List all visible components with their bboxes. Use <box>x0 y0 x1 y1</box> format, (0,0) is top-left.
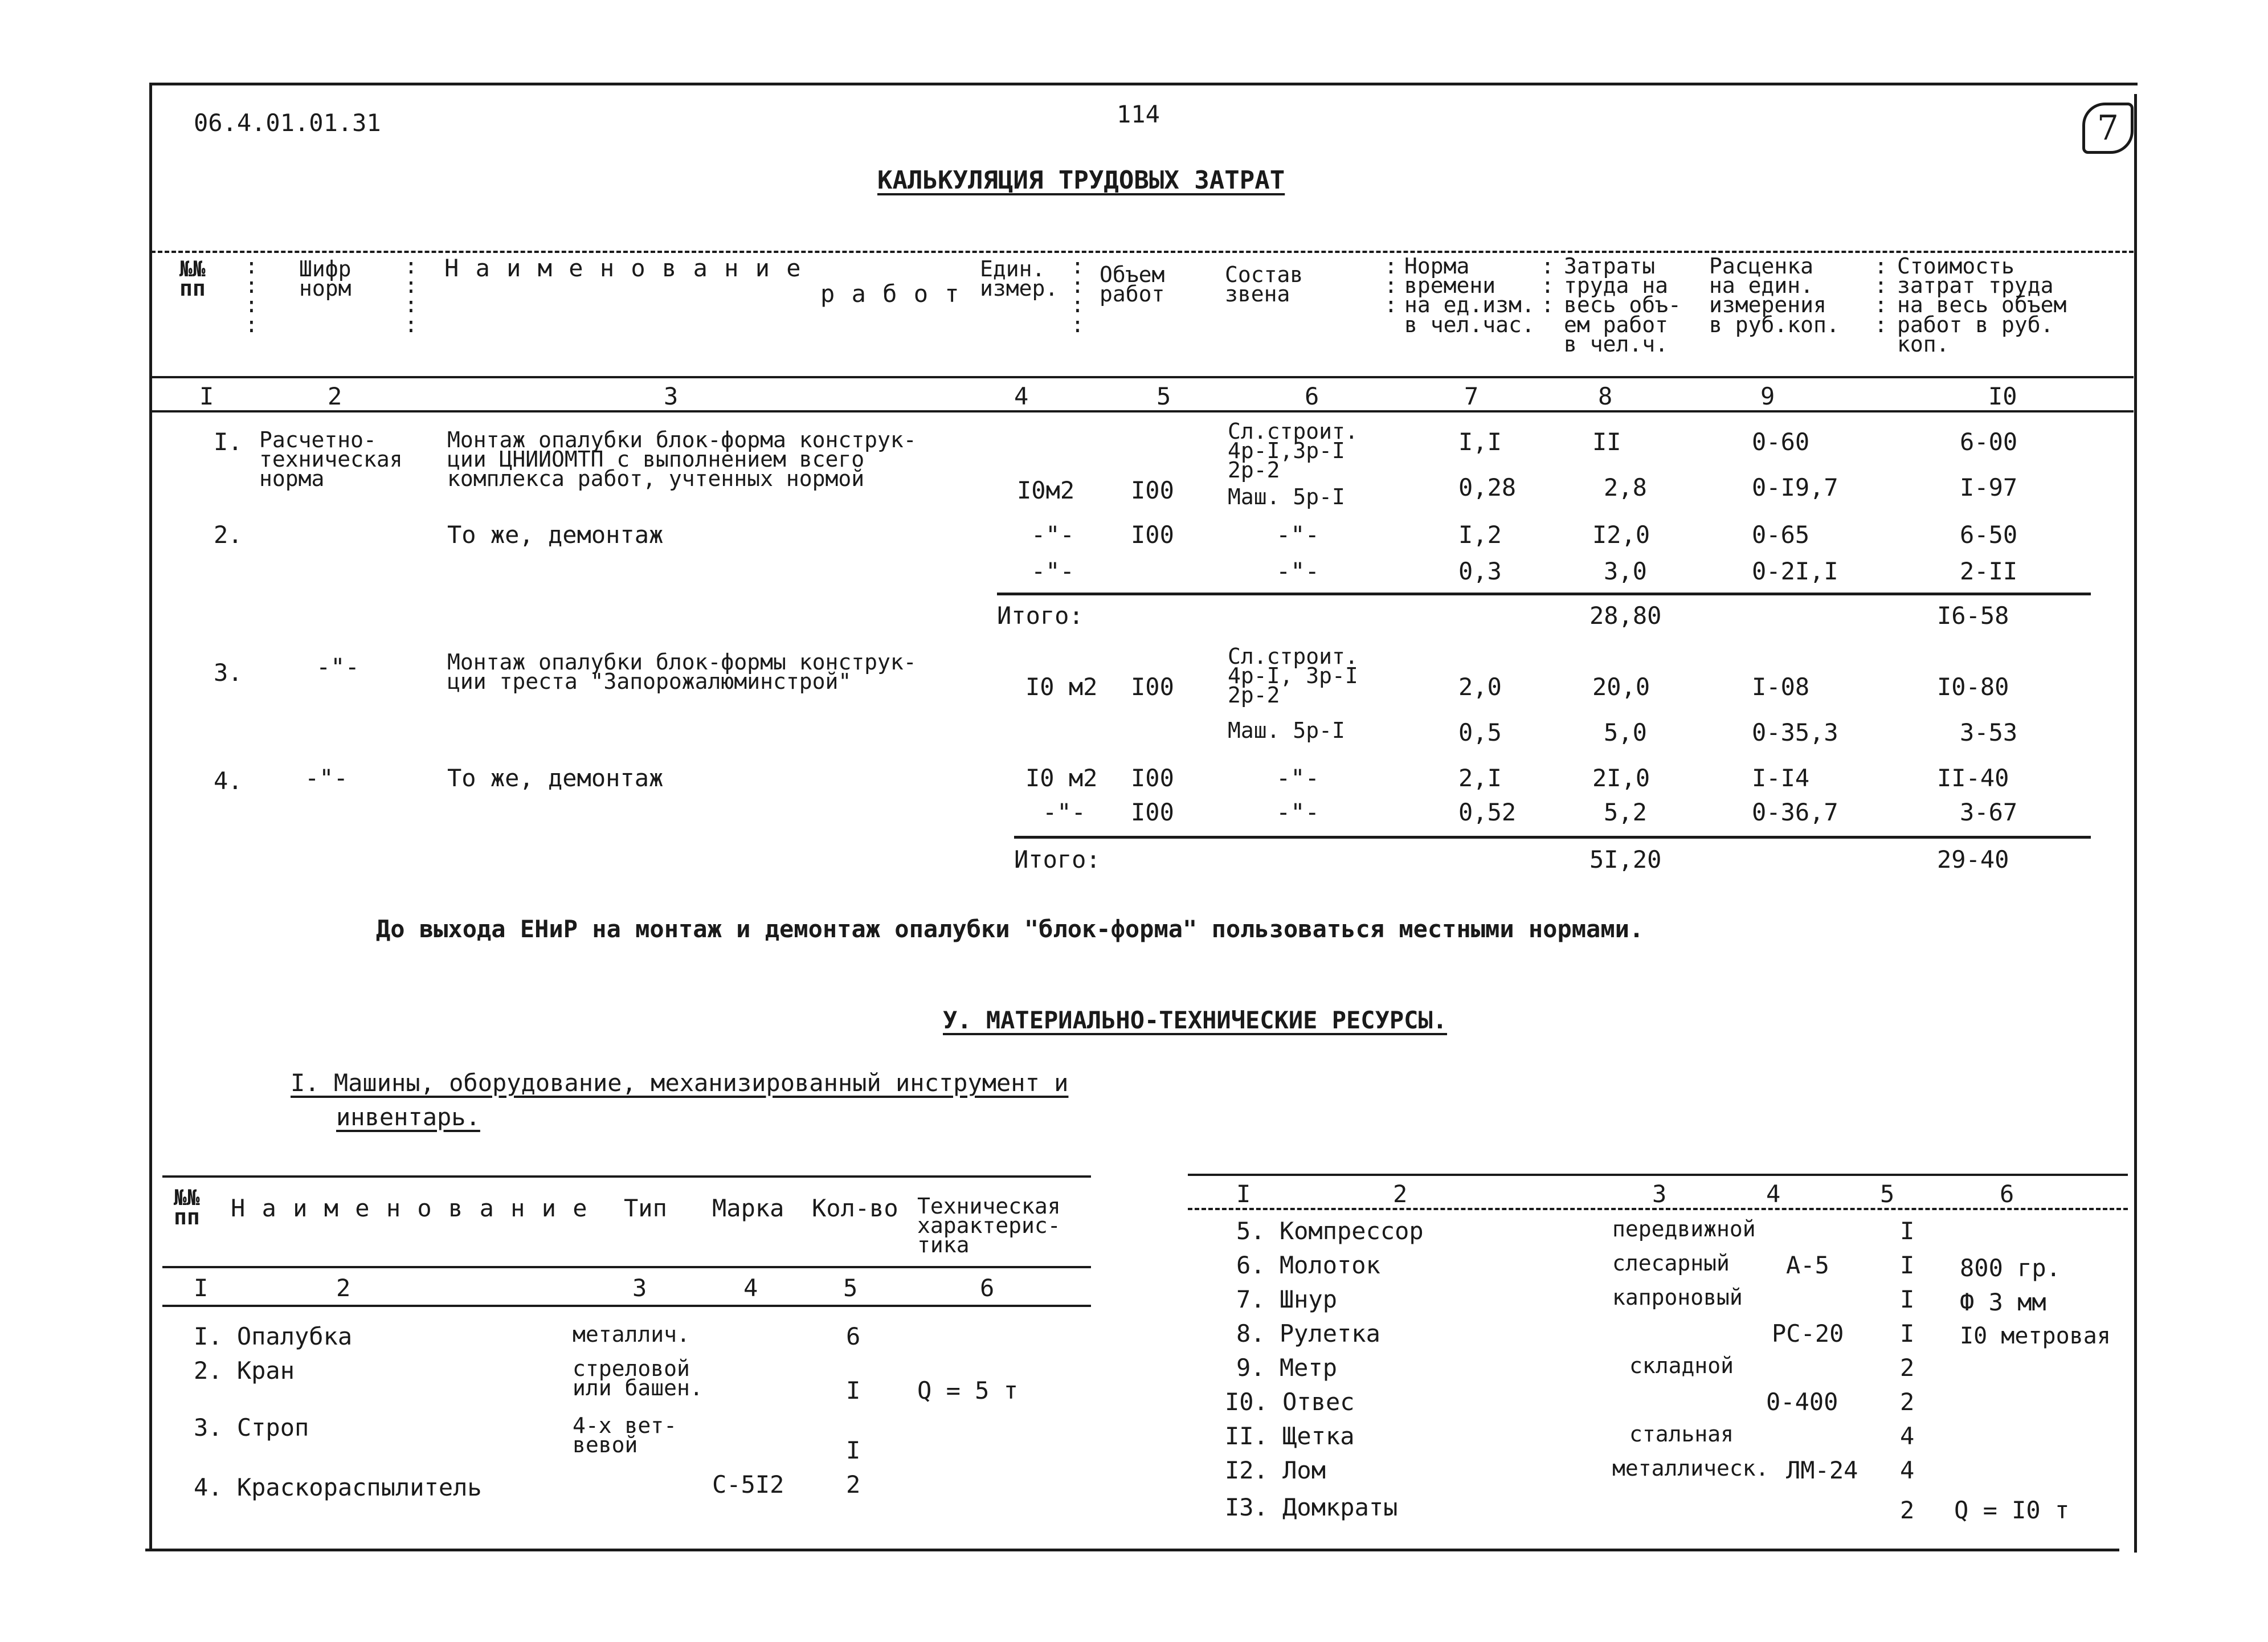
equip-right-row-name: II. Щетка <box>1225 1422 1355 1450</box>
equip-right-row-qty: 4 <box>1900 1456 1915 1484</box>
equip-row-name: I. Опалубка <box>194 1322 353 1350</box>
header-sep: : : : <box>1541 254 1554 318</box>
equip-colnum-2: 2 <box>336 1274 351 1302</box>
row1-rate-1: 0-60 <box>1752 428 1810 456</box>
row2-volume: I00 <box>1131 521 1174 549</box>
equip-right-row-type: стальная <box>1629 1422 1734 1447</box>
row3-rate-1: I-08 <box>1752 673 1810 701</box>
row4-crew-2: -"- <box>1276 798 1319 826</box>
sheet-mark-badge: 7 <box>2082 103 2134 154</box>
main-header-rate: Расценка на един. измерения в руб.коп. <box>1709 254 1840 337</box>
equip-row-name: 3. Строп <box>194 1414 309 1441</box>
main-colnum-10: I0 <box>1988 382 2017 410</box>
main-header-norm: Норма времени на ед.изм. в чел.час. <box>1404 254 1535 337</box>
main-header-cost: Стоимость затрат труда на весь объем работ в руб. коп. <box>1897 254 2067 357</box>
main-colnum-7: 7 <box>1464 382 1479 410</box>
frame-bottom <box>145 1549 2119 1551</box>
row1-code: Расчетно- техническая норма <box>259 427 403 492</box>
equip-colnum-3: 3 <box>632 1274 647 1302</box>
note-text: До выхода ЕНиР на монтаж и демонтаж опалубки "блок-форма" пользоваться местными нормами. <box>376 915 1644 943</box>
row3-cost-2: 3-53 <box>1960 718 2018 746</box>
row2-cost-2: 2-II <box>1960 557 2018 585</box>
main-colnum-4: 4 <box>1014 382 1029 410</box>
main-header-name-b: р а б о т <box>820 280 961 308</box>
equip-right-row-qty: I <box>1900 1320 1915 1347</box>
equip-right-row-spec: I0 метровая <box>1960 1323 2111 1349</box>
row1-crew-b: Маш. 5р-I <box>1228 484 1345 509</box>
equip-header-name: Н а и м е н о в а н и е <box>231 1194 589 1222</box>
row3-name: Монтаж опалубки блок-формы конструк- ции треста "Запорожалюминстрой" <box>447 650 917 695</box>
equip-right-row-qty: I <box>1900 1217 1915 1245</box>
row4-cost-1: II-40 <box>1937 764 2009 792</box>
equip-row-type: стреловой или башен. <box>573 1356 703 1401</box>
equip-header-qty: Кол-во <box>812 1194 898 1222</box>
row4-unit-1: I0 м2 <box>1025 764 1098 792</box>
equip-colnum-6: 6 <box>980 1274 995 1302</box>
row1-rate-2: 0-I9,7 <box>1752 473 1838 501</box>
frame-left <box>149 83 152 1550</box>
equip-left-colnum-bottom <box>162 1305 1091 1307</box>
equip-colnum-1: I <box>194 1274 209 1302</box>
row3-norm-1: 2,0 <box>1458 673 1502 701</box>
equip-colnum-4: 4 <box>743 1274 758 1302</box>
row4-name: То же, демонтаж <box>447 764 664 792</box>
total1-line <box>997 593 2091 595</box>
row2-rate-1: 0-65 <box>1752 521 1810 549</box>
row3-num: 3. <box>214 659 243 687</box>
row2-crew-2: -"- <box>1276 557 1319 585</box>
equip-right-row-name: I2. Лом <box>1225 1456 1326 1484</box>
header-sep: : : : : <box>1874 254 1887 337</box>
equip-right-row-mark: 0-400 <box>1766 1388 1838 1416</box>
total2-line <box>1014 836 2091 839</box>
frame-right <box>2134 94 2137 1553</box>
main-header-name-a: Н а и м е н о в а н и е <box>444 254 802 282</box>
header-sep: : : : <box>1384 254 1397 318</box>
total1-labor: 28,80 <box>1589 602 1662 630</box>
row4-norm-2: 0,52 <box>1458 798 1517 826</box>
main-header-volume: Объем работ <box>1100 262 1165 307</box>
row4-volume-1: I00 <box>1131 764 1174 792</box>
equip-right-colnum-5: 5 <box>1880 1180 1895 1208</box>
row3-labor-2: 5,0 <box>1604 718 1647 746</box>
total1-label: Итого: <box>997 602 1084 630</box>
main-colnum-2: 2 <box>328 382 342 410</box>
row1-name: Монтаж опалубки блок-форма конструк- ции ЦНИИОМТП с выполнением всего комплекса работ, учтенных нормой <box>447 427 917 492</box>
header-sep: : : : : <box>245 254 258 337</box>
equip-right-colnum-bottom <box>1188 1208 2128 1210</box>
row1-volume: I00 <box>1131 476 1174 504</box>
subsection-title-line1: I. Машины, оборудование, механизированный инструмент и <box>291 1069 1069 1097</box>
header-sep: : : : : <box>1071 254 1084 337</box>
equip-right-colnum-3: 3 <box>1652 1180 1667 1208</box>
row3-crew-a: Сл.строит. 4р-I, 3р-I 2р-2 <box>1228 644 1358 708</box>
row1-crew-a: Сл.строит. 4р-I,3р-I 2р-2 <box>1228 419 1358 483</box>
main-colnum-top-line <box>151 376 2134 378</box>
row2-name: То же, демонтаж <box>447 521 664 549</box>
total2-labor: 5I,20 <box>1589 845 1662 873</box>
calc-title: КАЛЬКУЛЯЦИЯ ТРУДОВЫХ ЗАТРАТ <box>877 166 1285 195</box>
main-colnum-6: 6 <box>1305 382 1319 410</box>
equip-right-row-type: слесарный <box>1612 1251 1730 1276</box>
equip-right-row-qty: 4 <box>1900 1422 1915 1450</box>
equip-right-row-mark: РС-20 <box>1772 1320 1844 1347</box>
equip-right-row-name: 6. Молоток <box>1236 1251 1380 1279</box>
equip-right-row-name: I0. Отвес <box>1225 1388 1355 1416</box>
row2-norm-1: I,2 <box>1458 521 1502 549</box>
row1-unit: I0м2 <box>1017 476 1075 504</box>
row3-norm-2: 0,5 <box>1458 718 1502 746</box>
total2-label: Итого: <box>1014 845 1101 873</box>
main-header-labor: Затраты труда на весь объ- ем работ в чел.ч. <box>1564 254 1681 357</box>
page-number: 114 <box>1117 100 1160 128</box>
equip-right-row-name: 5. Компрессор <box>1236 1217 1424 1245</box>
doc-code: 06.4.01.01.31 <box>194 109 381 137</box>
main-colnum-bottom-line <box>151 410 2134 412</box>
equip-row-qty: I <box>846 1376 861 1404</box>
row2-unit-2: -"- <box>1031 557 1074 585</box>
equip-right-row-name: I3. Домкраты <box>1225 1493 1398 1521</box>
main-colnum-1: I <box>199 382 214 410</box>
equip-header-mark: Марка <box>712 1194 784 1222</box>
row3-rate-2: 0-35,3 <box>1752 718 1838 746</box>
equip-row-qty: 6 <box>846 1322 861 1350</box>
row1-norm-2: 0,28 <box>1458 473 1517 501</box>
equip-left-top-line <box>162 1175 1091 1178</box>
equip-row-qty: I <box>846 1436 861 1464</box>
equip-right-top-line <box>1188 1174 2128 1176</box>
equip-right-row-spec: 800 гр. <box>1960 1254 2061 1282</box>
equip-colnum-5: 5 <box>843 1274 858 1302</box>
row4-crew-1: -"- <box>1276 764 1319 792</box>
row2-unit-1: -"- <box>1031 521 1074 549</box>
row4-unit-2: -"- <box>1043 798 1086 826</box>
row2-rate-2: 0-2I,I <box>1752 557 1838 585</box>
section-title: У. МАТЕРИАЛЬНО-ТЕХНИЧЕСКИЕ РЕСУРСЫ. <box>943 1006 1448 1034</box>
total1-cost: I6-58 <box>1937 602 2009 630</box>
row2-cost-1: 6-50 <box>1960 521 2018 549</box>
equip-row-name: 4. Краскораспылитель <box>194 1473 482 1501</box>
equip-right-row-qty: 2 <box>1900 1354 1915 1382</box>
equip-row-spec: Q = 5 т <box>917 1376 1019 1404</box>
main-header-code: Шифр норм <box>299 256 352 301</box>
main-table-top-line <box>151 251 2134 253</box>
row4-volume-2: I00 <box>1131 798 1174 826</box>
equip-right-row-name: 9. Метр <box>1236 1354 1338 1382</box>
equip-right-row-qty: 2 <box>1900 1388 1915 1416</box>
equip-row-type: 4-х вет- вевой <box>573 1413 677 1458</box>
row1-labor-1: II <box>1592 428 1621 456</box>
equip-row-mark: С-5I2 <box>712 1471 784 1498</box>
equip-right-colnum-6: 6 <box>2000 1180 2014 1208</box>
equip-right-row-qty: I <box>1900 1251 1915 1279</box>
row4-num: 4. <box>214 767 243 795</box>
row4-rate-2: 0-36,7 <box>1752 798 1838 826</box>
main-header-unit: Един. измер. <box>980 256 1059 301</box>
row3-crew-b: Маш. 5р-I <box>1228 718 1345 743</box>
row4-rate-1: I-I4 <box>1752 764 1810 792</box>
equip-left-colnum-top <box>162 1266 1091 1268</box>
equip-row-qty: 2 <box>846 1471 861 1498</box>
equip-right-row-type: капроновый <box>1612 1285 1743 1310</box>
row4-cost-2: 3-67 <box>1960 798 2018 826</box>
equip-header-type: Тип <box>624 1194 667 1222</box>
row3-cost-1: I0-80 <box>1937 673 2009 701</box>
row1-cost-1: 6-00 <box>1960 428 2018 456</box>
equip-right-row-mark: ЛМ-24 <box>1786 1456 1858 1484</box>
row4-norm-1: 2,I <box>1458 764 1502 792</box>
row3-unit: I0 м2 <box>1025 673 1098 701</box>
equip-right-row-type: металлическ. <box>1612 1456 1769 1481</box>
equip-right-row-type: передвижной <box>1612 1216 1756 1241</box>
row4-labor-2: 5,2 <box>1604 798 1647 826</box>
row1-num: I. <box>214 428 243 456</box>
row1-labor-2: 2,8 <box>1604 473 1647 501</box>
total2-cost: 29-40 <box>1937 845 2009 873</box>
equip-right-row-name: 8. Рулетка <box>1236 1320 1380 1347</box>
equip-row-name: 2. Кран <box>194 1357 295 1384</box>
row4-labor-1: 2I,0 <box>1592 764 1650 792</box>
equip-right-row-qty: I <box>1900 1285 1915 1313</box>
main-colnum-5: 5 <box>1157 382 1171 410</box>
header-sep: : : : : <box>404 254 418 337</box>
row2-labor-1: I2,0 <box>1592 521 1650 549</box>
equip-right-colnum-4: 4 <box>1766 1180 1781 1208</box>
row3-volume: I00 <box>1131 673 1174 701</box>
main-header-num: №№ пп <box>179 256 206 301</box>
equip-right-row-qty: 2 <box>1900 1496 1915 1524</box>
row2-labor-2: 3,0 <box>1604 557 1647 585</box>
main-colnum-8: 8 <box>1598 382 1613 410</box>
row3-labor-1: 20,0 <box>1592 673 1650 701</box>
row3-code: -"- <box>316 653 359 681</box>
main-colnum-3: 3 <box>664 382 679 410</box>
main-header-crew: Состав звена <box>1225 262 1303 307</box>
equip-right-row-spec: Q = I0 т <box>1954 1496 2070 1524</box>
equip-row-type: металлич. <box>573 1322 690 1347</box>
equip-right-colnum-2: 2 <box>1393 1180 1408 1208</box>
equip-right-row-type: складной <box>1629 1353 1734 1378</box>
row2-norm-2: 0,3 <box>1458 557 1502 585</box>
equip-right-colnum-1: I <box>1236 1180 1251 1208</box>
equip-header-spec: Техническая характерис- тика <box>917 1194 1061 1258</box>
row4-code: -"- <box>305 764 348 792</box>
equip-header-num: №№ пп <box>174 1185 200 1230</box>
row1-cost-2: I-97 <box>1960 473 2018 501</box>
row2-crew-1: -"- <box>1276 521 1319 549</box>
row2-num: 2. <box>214 521 243 549</box>
equip-right-row-spec: Ф 3 мм <box>1960 1288 2046 1316</box>
equip-right-row-name: 7. Шнур <box>1236 1285 1338 1313</box>
main-colnum-9: 9 <box>1760 382 1775 410</box>
equip-right-row-mark: А-5 <box>1786 1251 1829 1279</box>
row1-norm-1: I,I <box>1458 428 1502 456</box>
subsection-title-line2: инвентарь. <box>336 1103 480 1131</box>
frame-top <box>149 83 2138 85</box>
